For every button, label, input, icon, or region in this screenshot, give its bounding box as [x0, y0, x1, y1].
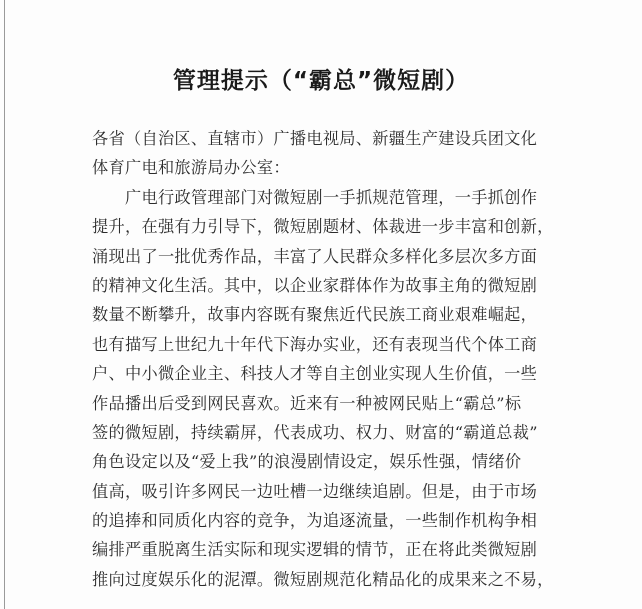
body-line: 值高，吸引许多网民一边吐槽一边继续追剧。但是，由于市场 [92, 481, 538, 501]
body-line: 涌现出了一批优秀作品，丰富了人民群众多样化多层次多方面 [92, 246, 538, 266]
body-line: 的追捧和同质化内容的竞争，为追逐流量，一些制作机构争相 [92, 511, 538, 531]
body-line: 广电行政管理部门对微短剧一手抓规范管理，一手抓创作 [125, 187, 538, 207]
body-line: 编排严重脱离生活实际和现实逻辑的情节，正在将此类微短剧 [92, 540, 538, 560]
body-line: 各省（自治区、直辖市）广播电视局、新疆生产建设兵团文化 [92, 129, 538, 148]
body-line: 的精神文化生活。其中，以企业家群体作为故事主角的微短剧 [92, 275, 538, 295]
body-line: 作品播出后受到网民喜欢。近来有一种被网民贴上“霸总”标 [92, 393, 522, 413]
document-body [92, 124, 592, 594]
body-line: 数量不断攀升，故事内容既有聚焦近代民族工商业艰难崛起， [92, 305, 538, 325]
document-title: 管理提示（“霸总”微短剧） [172, 68, 470, 94]
body-line: 体育广电和旅游局办公室： [92, 158, 290, 178]
body-line: 也有描写上世纪九十年代下海办实业，还有表现当代个体工商 [92, 334, 538, 354]
body-line: 推向过度娱乐化的泥潭。微短剧规范化精品化的成果来之不易， [92, 569, 554, 589]
body-line: 户、中小微企业主、科技人才等自主创业实现人生价值，一些 [92, 364, 538, 384]
body-line: 角色设定以及“爱上我”的浪漫剧情设定，娱乐性强，情绪价 [92, 452, 522, 472]
body-line: 签的微短剧，持续霸屏，代表成功、权力、财富的“霸道总裁” [92, 422, 538, 442]
body-line: 提升，在强有力引导下，微短剧题材、体裁进一步丰富和创新， [92, 217, 554, 237]
